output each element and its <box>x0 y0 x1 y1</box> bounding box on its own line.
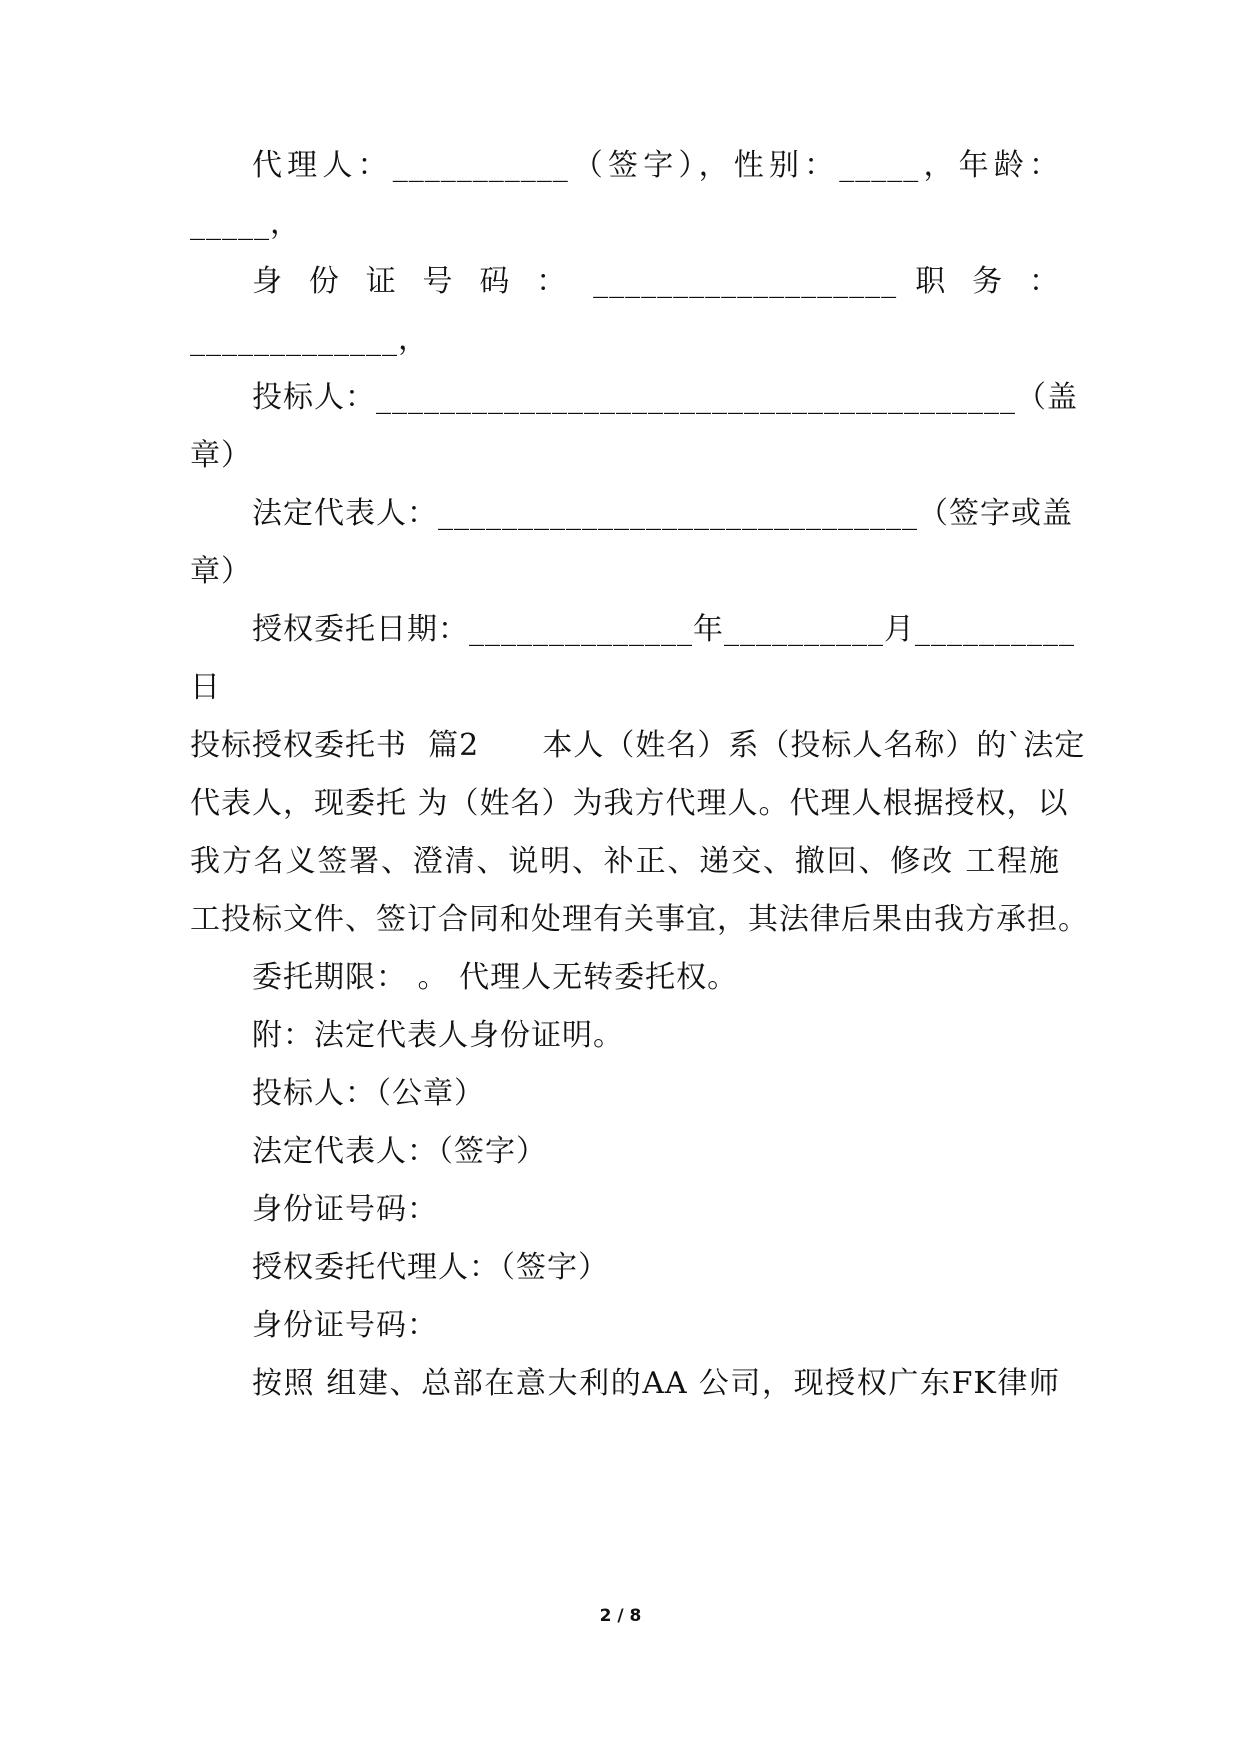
page-number: 2 / 8 <box>599 1606 642 1626</box>
id-number-label: 身份证号码： <box>252 1308 438 1343</box>
bidder-line-continued: 章） <box>190 438 252 473</box>
entrust-term-line: 委托期限： 。 代理人无转委托权。 <box>252 960 739 995</box>
bidder-seal-line: 投标人：（公章） <box>252 1076 485 1111</box>
paragraph-line: 代表人，现委托 为（姓名）为我方代理人。代理人根据授权，以 <box>190 786 1069 821</box>
attachment-line: 附：法定代表人身份证明。 <box>252 1018 624 1053</box>
legal-rep-line-continued: 章） <box>190 554 252 589</box>
authorization-date-line: 授权委托日期：______________年__________月__________ <box>252 612 1075 647</box>
id-number-line-continued: _____________， <box>190 322 429 357</box>
id-number-line: 身 份 证 号 码 ： ___________________ 职 务 ： <box>252 264 1060 299</box>
agent-line-continued: _____， <box>190 206 301 241</box>
paragraph-line: 投标授权委托书 篇2 本人（姓名）系（投标人名称）的`法定 <box>190 728 1086 763</box>
legal-rep-line: 法定代表人：______________________________（签字或盖 <box>252 496 1073 531</box>
paragraph-line: 工投标文件、签订合同和处理有关事宜，其法律后果由我方承担。 <box>190 902 1089 937</box>
agent-line: 代理人：___________（签字），性别：_____，年龄： <box>252 148 1060 183</box>
authorized-agent-signature-line: 授权委托代理人：（签字） <box>252 1250 609 1285</box>
paragraph-line: 按照 组建、总部在意大利的AA 公司，现授权广东FK律师 <box>252 1366 1060 1401</box>
legal-rep-signature-line: 法定代表人：（签字） <box>252 1134 547 1169</box>
id-number-label: 身份证号码： <box>252 1192 438 1227</box>
bidder-line: 投标人：________________________________________（盖 <box>252 380 1078 415</box>
paragraph-line: 我方名义签署、澄清、说明、补正、递交、撤回、修改 工程施 <box>190 844 1060 879</box>
authorization-date-line-continued: 日 <box>190 670 221 705</box>
